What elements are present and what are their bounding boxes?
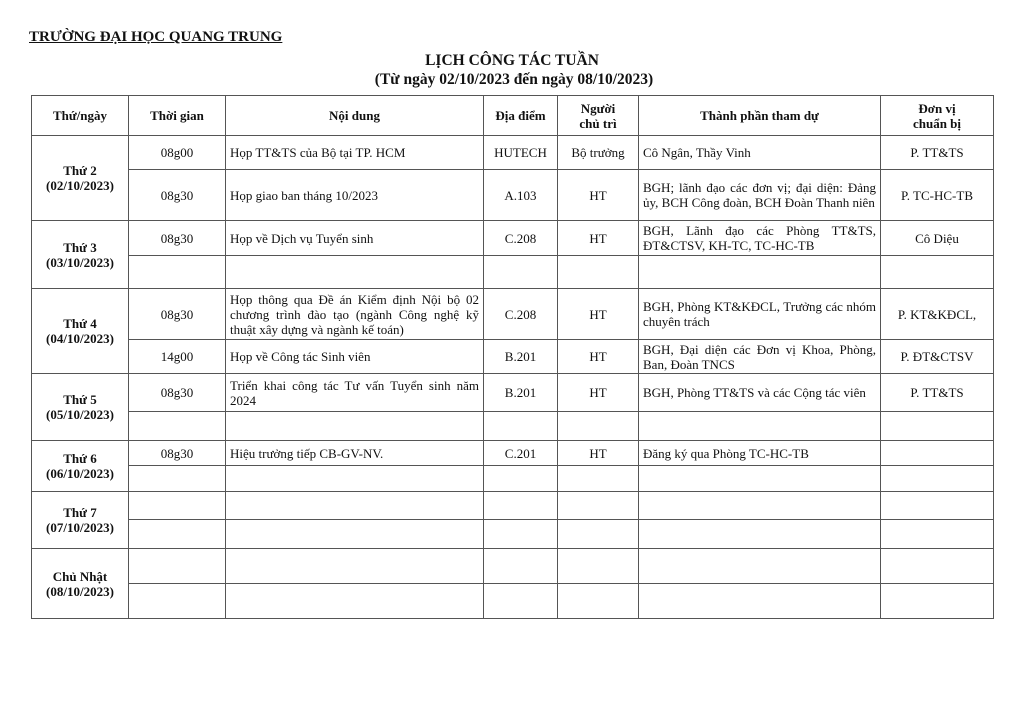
date-range-subtitle: (Từ ngày 02/10/2023 đến ngày 08/10/2023) <box>374 71 654 88</box>
prep-unit-cell <box>881 492 994 520</box>
chair-cell: HT <box>558 374 639 412</box>
time-cell: 08g30 <box>129 374 226 412</box>
column-header-chair: Người chủ trì <box>558 96 639 136</box>
column-header-prep-unit: Đơn vị chuẩn bị <box>881 96 994 136</box>
location-cell <box>484 256 558 289</box>
attendees-cell: BGH, Lãnh đạo các Phòng TT&TS, ĐT&CTSV, KH-TC, TC-HC-TB <box>639 221 881 256</box>
attendees-cell <box>639 256 881 289</box>
location-cell: HUTECH <box>484 136 558 170</box>
day-cell <box>32 441 129 492</box>
location-cell <box>484 412 558 441</box>
table-row <box>32 520 994 549</box>
table-row <box>32 170 994 221</box>
content-cell: Họp thông qua Đề án Kiểm định Nội bộ 02 chương trình đào tạo (ngành Công nghệ kỹ thuật xây dựng và ngành kế toán) <box>226 289 484 340</box>
content-cell <box>226 520 484 549</box>
table-row <box>32 412 994 441</box>
content-cell <box>226 549 484 584</box>
day-date: (03/10/2023) <box>46 254 114 270</box>
prep-unit-cell <box>881 441 994 466</box>
day-cell <box>32 289 129 374</box>
day-cell <box>32 492 129 549</box>
day-name: Thứ 3 <box>63 239 97 255</box>
day-name: Chủ Nhật <box>52 568 108 584</box>
time-cell: 14g00 <box>129 340 226 374</box>
prep-unit-cell <box>881 520 994 549</box>
location-cell <box>484 584 558 619</box>
chair-cell: HT <box>558 289 639 340</box>
day-name: Thứ 5 <box>63 392 97 407</box>
prep-unit-cell: P. TC-HC-TB <box>881 170 994 221</box>
prep-unit-cell: Cô Diệu <box>881 221 994 256</box>
attendees-cell: BGH, Phòng KT&KĐCL, Trưởng các nhóm chuyên trách <box>639 289 881 340</box>
time-cell: 08g30 <box>129 221 226 256</box>
prep-unit-cell: P. ĐT&CTSV <box>881 340 994 374</box>
content-cell: Triển khai công tác Tư vấn Tuyển sinh năm 2024 <box>226 374 484 412</box>
prep-unit-cell <box>881 466 994 492</box>
chair-cell <box>558 412 639 441</box>
day-cell <box>32 221 129 289</box>
organization-name: TRƯỜNG ĐẠI HỌC QUANG TRUNG <box>29 29 283 45</box>
location-cell: A.103 <box>484 170 558 221</box>
content-cell: Họp về Công tác Sinh viên <box>226 340 484 374</box>
day-name: Thứ 2 <box>63 163 97 178</box>
chair-cell <box>558 549 639 584</box>
day-date: (07/10/2023) <box>46 520 114 535</box>
time-cell <box>129 256 226 289</box>
chair-cell: HT <box>558 221 639 256</box>
content-cell: Họp giao ban tháng 10/2023 <box>226 170 484 221</box>
attendees-cell <box>639 584 881 619</box>
time-cell: 08g30 <box>129 170 226 221</box>
time-cell: 08g00 <box>129 136 226 170</box>
time-cell <box>129 520 226 549</box>
attendees-cell <box>639 466 881 492</box>
page-title: LỊCH CÔNG TÁC TUẦN <box>425 52 599 69</box>
table-row <box>32 340 994 374</box>
time-cell <box>129 584 226 619</box>
attendees-cell: Cô Ngân, Thầy Vinh <box>639 136 881 170</box>
day-cell <box>32 136 129 221</box>
attendees-cell: BGH, Phòng TT&TS và các Cộng tác viên <box>639 374 881 412</box>
table-row <box>32 584 994 619</box>
day-date: (08/10/2023) <box>46 583 114 599</box>
location-cell: C.208 <box>484 221 558 256</box>
time-cell: 08g30 <box>129 289 226 340</box>
content-cell <box>226 492 484 520</box>
column-header-location: Địa điểm <box>484 96 558 136</box>
day-cell <box>32 374 129 441</box>
time-cell <box>129 466 226 492</box>
table-row <box>32 374 994 412</box>
content-cell: Họp TT&TS của Bộ tại TP. HCM <box>226 136 484 170</box>
location-cell <box>484 466 558 492</box>
location-cell: B.201 <box>484 340 558 374</box>
prep-unit-cell: P. KT&KĐCL, <box>881 289 994 340</box>
day-date: (05/10/2023) <box>46 407 114 422</box>
prep-unit-cell <box>881 549 994 584</box>
location-cell: C.208 <box>484 289 558 340</box>
chair-cell: HT <box>558 170 639 221</box>
location-cell <box>484 549 558 584</box>
attendees-cell: Đăng ký qua Phòng TC-HC-TB <box>639 441 881 466</box>
column-header-attendees: Thành phần tham dự <box>639 96 881 136</box>
chair-cell: HT <box>558 340 639 374</box>
day-name: Thứ 7 <box>63 505 97 520</box>
content-cell <box>226 584 484 619</box>
day-date: (02/10/2023) <box>46 178 114 193</box>
table-row <box>32 289 994 340</box>
chair-cell: Bộ trưởng <box>558 136 639 170</box>
day-date: (04/10/2023) <box>46 331 114 346</box>
table-row <box>32 492 994 520</box>
time-cell <box>129 549 226 584</box>
prep-unit-cell: P. TT&TS <box>881 136 994 170</box>
location-cell <box>484 492 558 520</box>
prep-unit-cell: P. TT&TS <box>881 374 994 412</box>
prep-unit-cell <box>881 412 994 441</box>
chair-cell <box>558 492 639 520</box>
table-row <box>32 466 994 492</box>
time-cell <box>129 492 226 520</box>
day-name: Thứ 4 <box>63 316 97 331</box>
time-cell: 08g30 <box>129 441 226 466</box>
attendees-cell <box>639 520 881 549</box>
table-header-row <box>32 96 994 136</box>
content-cell <box>226 256 484 289</box>
day-date: (06/10/2023) <box>46 466 114 481</box>
table-row <box>32 136 994 170</box>
prep-unit-cell <box>881 256 994 289</box>
column-header-day: Thứ/ngày <box>32 96 129 136</box>
table-row <box>32 441 994 466</box>
column-header-content: Nội dung <box>226 96 484 136</box>
location-cell: C.201 <box>484 441 558 466</box>
column-header-time: Thời gian <box>129 96 226 136</box>
attendees-cell: BGH, Đại diện các Đơn vị Khoa, Phòng, Ban, Đoàn TNCS <box>639 340 881 374</box>
location-cell <box>484 520 558 549</box>
chair-cell <box>558 256 639 289</box>
attendees-cell <box>639 492 881 520</box>
weekly-schedule-table <box>31 95 994 619</box>
location-cell: B.201 <box>484 374 558 412</box>
day-cell <box>32 549 129 619</box>
chair-cell: HT <box>558 441 639 466</box>
content-cell <box>226 412 484 441</box>
chair-cell <box>558 466 639 492</box>
content-cell: Họp về Dịch vụ Tuyển sinh <box>226 221 484 256</box>
attendees-cell: BGH; lãnh đạo các đơn vị; đại diện: Đảng ủy, BCH Công đoàn, BCH Đoàn Thanh niên <box>639 170 881 221</box>
time-cell <box>129 412 226 441</box>
chair-cell <box>558 520 639 549</box>
attendees-cell <box>639 412 881 441</box>
table-row <box>32 549 994 584</box>
content-cell: Hiệu trưởng tiếp CB-GV-NV. <box>226 441 484 466</box>
table-row <box>32 256 994 289</box>
table-row <box>32 221 994 256</box>
chair-cell <box>558 584 639 619</box>
prep-unit-cell <box>881 584 994 619</box>
attendees-cell <box>639 549 881 584</box>
content-cell <box>226 466 484 492</box>
day-name: Thứ 6 <box>63 451 97 466</box>
